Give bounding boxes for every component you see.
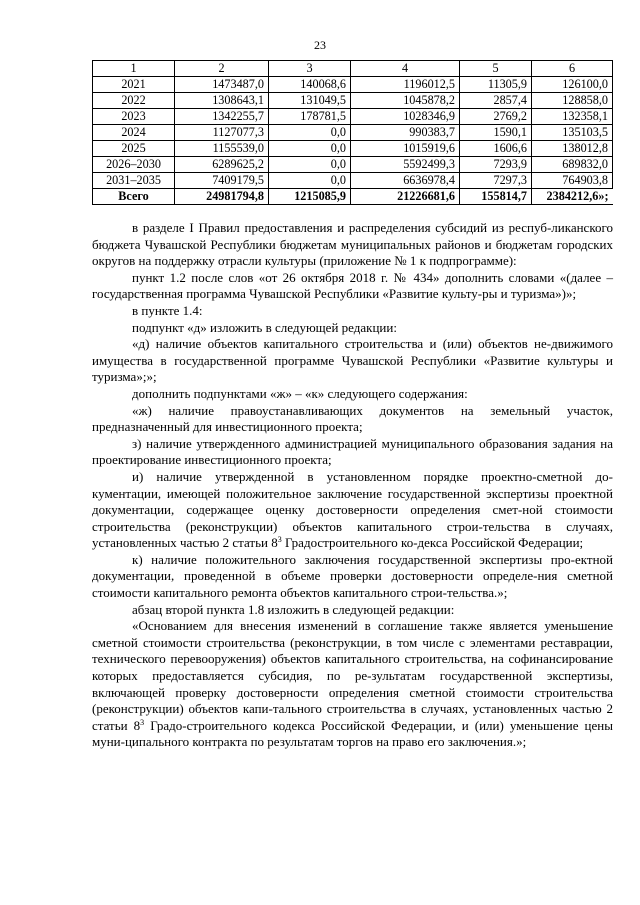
paragraph: к) наличие положительного заключения государственной экспертизы про-ектной документации, проведенной в объеме проверки достоверности определе-ния сметной стоимости капитального ремонта объектов капитального строи-тельства.»; — [92, 551, 613, 601]
value-cell: 990383,7 — [351, 125, 460, 141]
paragraph-text: и) наличие утвержденной в установленном порядке проектно-сметной до-кументации, имеющей положительное заключение государственной экспертизы проектной документации, содержащее оценку достоверности определения смет-ной стоимости строительства (реконструкции) объектов капитального строи-тельства в случаях, установленных частью 2 статьи 8 — [92, 468, 613, 551]
value-cell: 0,0 — [269, 141, 351, 157]
row-label-cell: 2023 — [93, 109, 175, 125]
row-label-cell: 2026–2030 — [93, 157, 175, 173]
paragraph: в пункте 1.4: — [132, 302, 203, 318]
paragraph: в разделе I Правил предоставления и распределения субсидий из респуб-ликанского бюджета Чувашской Республики бюджетам муниципальных районов и бюджетам городских округов на поддержку отрасли культуры (приложение № 1 к подпрограмме): — [92, 220, 613, 269]
row-label-cell: 2021 — [93, 77, 175, 93]
value-cell: 2769,2 — [460, 109, 532, 125]
value-cell: 24981794,8 — [175, 189, 269, 205]
value-cell: 135103,5 — [532, 125, 613, 141]
table-header-cell: 3 — [269, 61, 351, 77]
row-label-cell: 2025 — [93, 141, 175, 157]
value-cell: 132358,1 — [532, 109, 613, 125]
table-row — [93, 77, 613, 93]
value-cell: 1127077,3 — [175, 125, 269, 141]
table-header-cell: 4 — [351, 61, 460, 77]
value-cell: 1196012,5 — [351, 77, 460, 93]
value-cell: 764903,8 — [532, 173, 613, 189]
paragraph: дополнить подпунктами «ж» – «к» следующего содержания: — [132, 385, 468, 401]
value-cell: 2384212,6»; — [532, 189, 613, 205]
value-cell: 6636978,4 — [351, 173, 460, 189]
value-cell: 5592499,3 — [351, 157, 460, 173]
table-total-row — [93, 189, 613, 205]
paragraph-text: «Основанием для внесения изменений в соглашение также является уменьшение сметной стоимости строительства (реконструкции, в том числе с элементами реставрации, технического перевооружения) объектов капитального строительства, на софинансирование которых предоставляется субсидия, по ре-зультатам государственной экспертизы, включающей проверку достоверности определения сметной стоимости строительства (реконструкции) объектов капи-тального строительства в случаях, установленных частью 2 статьи 8 — [92, 618, 613, 733]
value-cell: 155814,7 — [460, 189, 532, 205]
value-cell: 126100,0 — [532, 77, 613, 93]
row-label-cell: Всего — [93, 189, 175, 205]
table-header-cell: 6 — [532, 61, 613, 77]
value-cell: 1590,1 — [460, 125, 532, 141]
superscript: 3 — [277, 535, 282, 545]
value-cell: 7297,3 — [460, 173, 532, 189]
paragraph: абзац второй пункта 1.8 изложить в следующей редакции: — [132, 601, 455, 617]
table-row — [93, 109, 613, 125]
document-body — [92, 220, 613, 751]
value-cell: 1215085,9 — [269, 189, 351, 205]
value-cell: 1342255,7 — [175, 109, 269, 125]
table-row — [93, 125, 613, 141]
table-row — [93, 157, 613, 173]
page-number: 23 — [314, 38, 326, 52]
value-cell: 6289625,2 — [175, 157, 269, 173]
value-cell: 21226681,6 — [351, 189, 460, 205]
paragraph: «д) наличие объектов капитального строительства и (или) объектов не-движимого имущества в государственной программе Чувашской Республики «Развитие культуры и туризма»;»; — [92, 336, 613, 385]
table-header-cell: 5 — [460, 61, 532, 77]
value-cell: 689832,0 — [532, 157, 613, 173]
value-cell: 0,0 — [269, 125, 351, 141]
value-cell: 138012,8 — [532, 141, 613, 157]
table-header-cell: 2 — [175, 61, 269, 77]
table-header-cell: 1 — [93, 61, 175, 77]
value-cell: 140068,6 — [269, 77, 351, 93]
value-cell: 1028346,9 — [351, 109, 460, 125]
paragraph — [92, 618, 613, 751]
paragraph — [92, 469, 613, 552]
value-cell: 1155539,0 — [175, 141, 269, 157]
value-cell: 1045878,2 — [351, 93, 460, 109]
paragraph: «ж) наличие правоустанавливающих документов на земельный участок, предназначенный для инвестиционного проекта; — [92, 402, 613, 435]
value-cell: 7293,9 — [460, 157, 532, 173]
value-cell: 1308643,1 — [175, 93, 269, 109]
table-row — [93, 173, 613, 189]
table-header-row — [93, 61, 613, 77]
value-cell: 0,0 — [269, 157, 351, 173]
table-row — [93, 93, 613, 109]
value-cell: 11305,9 — [460, 77, 532, 93]
value-cell: 131049,5 — [269, 93, 351, 109]
funding-table-body — [93, 61, 613, 205]
row-label-cell: 2022 — [93, 93, 175, 109]
value-cell: 1606,6 — [460, 141, 532, 157]
paragraph: з) наличие утвержденного администрацией муниципального образования задания на проектирование инвестиционного проекта; — [92, 435, 613, 468]
row-label-cell: 2024 — [93, 125, 175, 141]
row-label-cell: 2031–2035 — [93, 173, 175, 189]
paragraph-text: Градо-строительного кодекса Российской Федерации, и (или) уменьшение цены муни-ципального контракта по результатам торгов на право его заключения.»; — [92, 717, 613, 750]
value-cell: 178781,5 — [269, 109, 351, 125]
value-cell: 1015919,6 — [351, 141, 460, 157]
paragraph-text: Градостроительного ко-декса Российской Федерации; — [281, 535, 584, 551]
value-cell: 1473487,0 — [175, 77, 269, 93]
superscript: 3 — [140, 717, 145, 727]
paragraph: пункт 1.2 после слов «от 26 октября 2018 г. № 434» дополнить словами «(далее – государственная программа Чувашской Республики «Развитие культу-ры и туризма»)»; — [92, 269, 613, 302]
value-cell: 7409179,5 — [175, 173, 269, 189]
table-row — [93, 141, 613, 157]
value-cell: 2857,4 — [460, 93, 532, 109]
funding-table — [92, 60, 613, 205]
value-cell: 0,0 — [269, 173, 351, 189]
paragraph: подпункт «д» изложить в следующей редакции: — [132, 319, 397, 335]
value-cell: 128858,0 — [532, 93, 613, 109]
